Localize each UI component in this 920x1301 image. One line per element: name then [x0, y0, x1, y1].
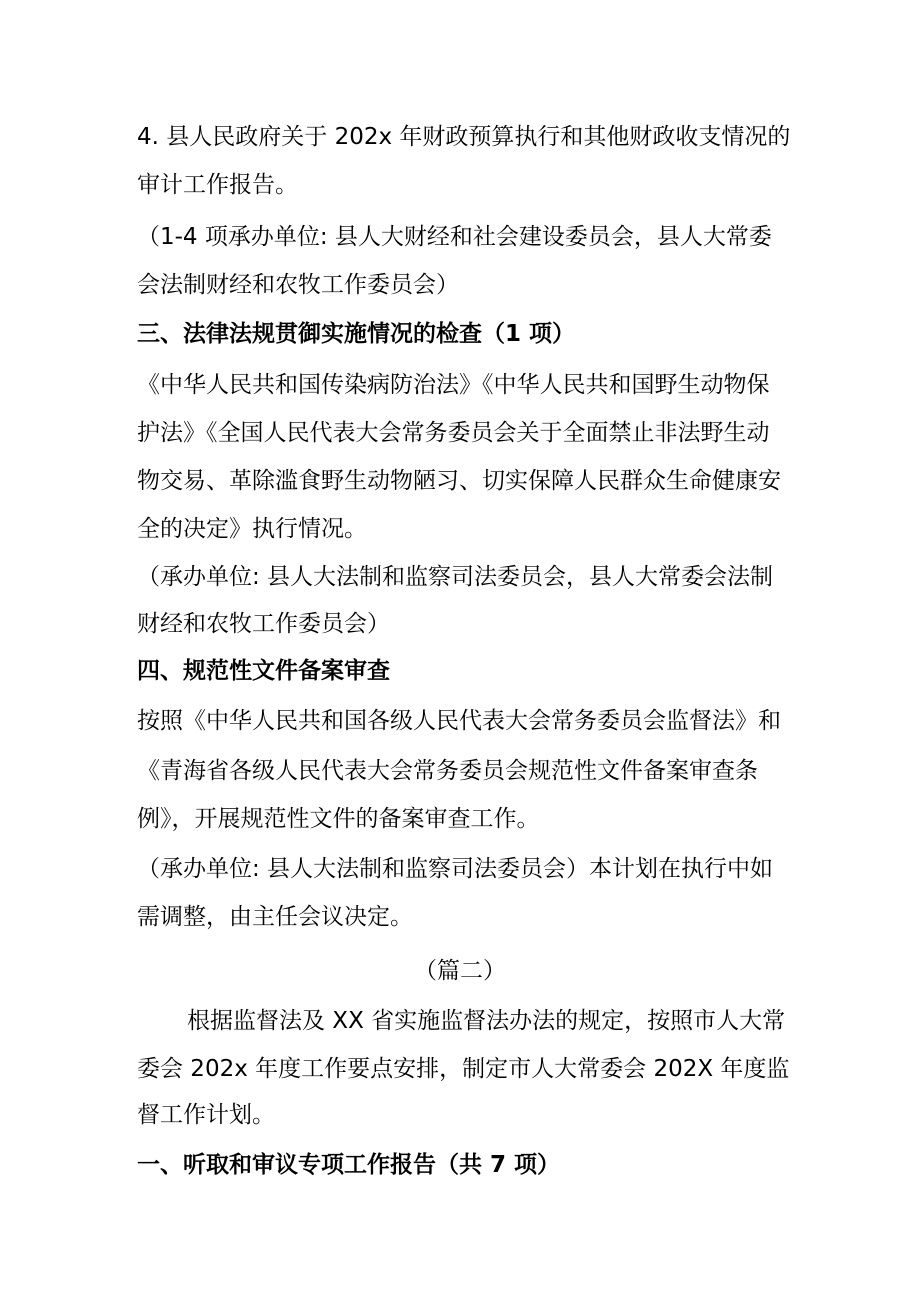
paragraph-line: 《中华人民共和国传染病防治法》《中华人民共和国野生动物保: [137, 372, 770, 398]
note-line: 会法制财经和农牧工作委员会）: [137, 272, 459, 298]
section-heading-1: 一、听取和审议专项工作报告（共 7 项）: [137, 1152, 561, 1178]
paragraph-line: 《青海省各级人民代表大会常务委员会规范性文件备案审查条: [137, 758, 758, 784]
note-line: （1-4 项承办单位: 县人大财经和社会建设委员会，县人大常委: [137, 224, 772, 250]
paragraph-line: 需调整，由主任会议决定。: [137, 904, 413, 930]
paragraph-line: 根据监督法及 XX 省实施监督法办法的规定，按照市人大常: [187, 1008, 786, 1034]
paragraph-line: 委会 202x 年度工作要点安排，制定市人大常委会 202X 年度监: [137, 1056, 790, 1082]
note-line: 财经和农牧工作委员会）: [137, 611, 390, 637]
section-heading-4: 四、规范性文件备案审查: [137, 658, 390, 684]
paragraph-line: 例》，开展规范性文件的备案审查工作。: [137, 806, 540, 832]
paragraph-line: 按照《中华人民共和国各级人民代表大会常务委员会监督法》和: [137, 708, 781, 734]
paragraph-line: 物交易、革除滥食野生动物陋习、切实保障人民群众生命健康安: [137, 468, 781, 494]
paragraph-line: 督工作计划。: [137, 1102, 275, 1128]
note-line: （承办单位: 县人大法制和监察司法委员会，县人大常委会法制: [137, 564, 774, 590]
paragraph-line: 全的决定》执行情况。: [137, 516, 367, 542]
note-line: （承办单位: 县人大法制和监察司法委员会）本计划在执行中如: [137, 856, 774, 882]
paragraph-line: 4. 县人民政府关于 202x 年财政预算执行和其他财政收支情况的: [137, 124, 791, 150]
paragraph-line: 护法》《全国人民代表大会常务委员会关于全面禁止非法野生动: [137, 420, 770, 446]
part-title: （篇二）: [414, 958, 506, 984]
paragraph-line: 审计工作报告。: [137, 172, 298, 198]
section-heading-3: 三、法律法规贯御实施情况的检查（1 项）: [137, 321, 576, 347]
